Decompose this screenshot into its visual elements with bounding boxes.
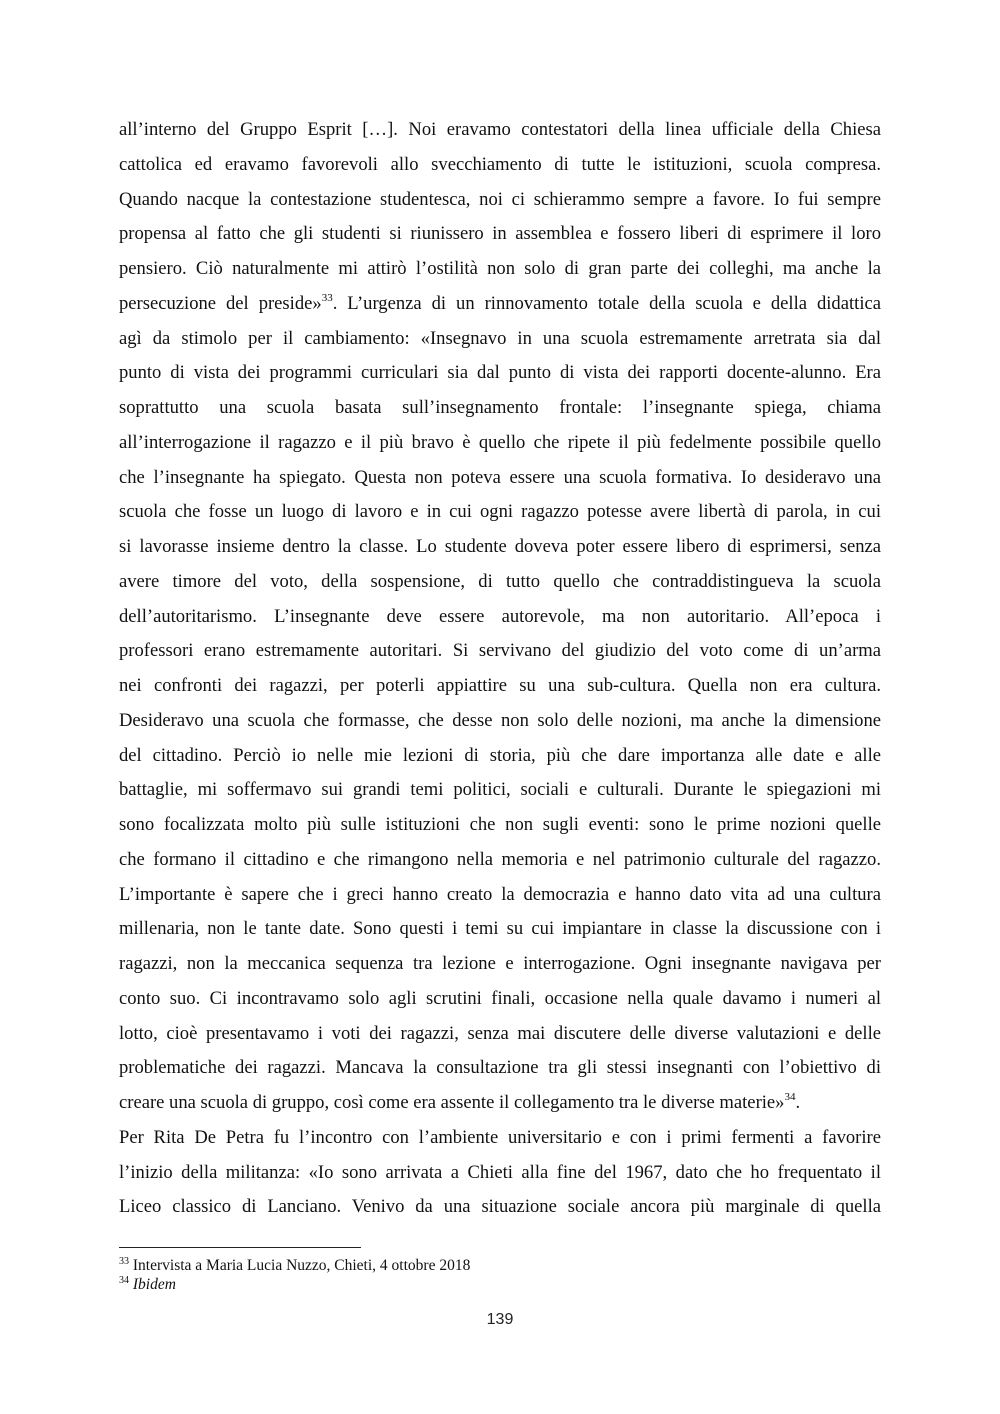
- body-line: Desideravo una scuola che formasse, che desse non solo delle nozioni, ma anche la dimensione: [119, 709, 881, 731]
- body-line: del cittadino. Perciò io nelle mie lezioni di storia, più che dare importanza alle date e alle: [119, 744, 881, 766]
- body-line: soprattutto una scuola basata sull’insegnamento frontale: l’insegnante spiega, chiama: [119, 397, 881, 418]
- body-line: [119, 1086, 881, 1121]
- body-line: l’inizio della militanza: «Io sono arrivata a Chieti alla fine del 1967, dato che ho frequentato il: [119, 1161, 881, 1183]
- body-line: cattolica ed eravamo favorevoli allo svecchiamento di tutte le istituzioni, scuola compresa.: [119, 153, 881, 175]
- body-line: L’importante è sapere che i greci hanno creato la democrazia e hanno dato vita ad una cultura: [119, 883, 881, 905]
- body-line: dell’autoritarismo. L’insegnante deve essere autorevole, ma non autoritario. All’epoca i: [119, 605, 881, 627]
- body-line: ragazzi, non la meccanica sequenza tra lezione e interrogazione. Ogni insegnante navigava per: [119, 953, 881, 974]
- body-line: pensiero. Ciò naturalmente mi attirò l’ostilità non solo di gran parte dei colleghi, ma anche la: [119, 258, 881, 279]
- body-line: Quando nacque la contestazione studentesca, noi ci schierammo sempre a favore. Io fui sempre: [119, 188, 881, 210]
- body-line: che formano il cittadino e che rimangono nella memoria e nel patrimonio culturale del ragazzo.: [119, 848, 881, 870]
- line-text: persecuzione del preside»: [119, 292, 322, 314]
- body-line: lotto, cioè presentavamo i voti dei ragazzi, senza mai discutere delle diverse valutazioni e delle: [119, 1022, 881, 1044]
- body-line: avere timore del voto, della sospensione, di tutto quello che contraddistingueva la scuola: [119, 570, 881, 592]
- body-line: propensa al fatto che gli studenti si riunissero in assemblea e fossero liberi di esprimere il loro: [119, 223, 881, 245]
- footnote-divider: [119, 1247, 361, 1248]
- footnote-33: [119, 1256, 881, 1275]
- body-line: che l’insegnante ha spiegato. Questa non poteva essere una scuola formativa. Io desideravo una: [119, 466, 881, 488]
- body-line: nei confronti dei ragazzi, per poterli appiattire su una sub-cultura. Quella non era cultura.: [119, 675, 881, 696]
- body-line: all’interno del Gruppo Esprit […]. Noi eravamo contestatori della linea ufficiale della Chiesa: [119, 119, 881, 140]
- body-line: punto di vista dei programmi curriculari sia dal punto di vista dei rapporti docente-alunno. Era: [119, 362, 881, 384]
- footnote-number: 33: [119, 1255, 129, 1267]
- body-text: [119, 113, 881, 1225]
- body-line: sono focalizzata molto più sulle istituzioni che non sugli eventi: sono le prime nozioni quelle: [119, 814, 881, 835]
- body-line: millenaria, non le tante date. Sono questi i temi su cui impiantare in classe la discussione con i: [119, 918, 881, 940]
- line-text: creare una scuola di gruppo, così come era assente il collegamento tra le diverse materie»: [119, 1092, 785, 1113]
- body-line: all’interrogazione il ragazzo e il più bravo è quello che ripete il più fedelmente possibile quello: [119, 431, 881, 453]
- body-line: conto suo. Ci incontravamo solo agli scrutini finali, occasione nella quale davamo i numeri al: [119, 987, 881, 1009]
- body-line: battaglie, mi soffermavo sui grandi temi politici, sociali e culturali. Durante le spiegazioni mi: [119, 779, 881, 801]
- footnote-text: Intervista a Maria Lucia Nuzzo, Chieti, 4 ottobre 2018: [132, 1257, 471, 1274]
- body-line: Per Rita De Petra fu l’incontro con l’ambiente universitario e con i primi fermenti a favorire: [119, 1126, 881, 1148]
- body-line: [119, 287, 881, 322]
- footnote-number: 34: [119, 1274, 129, 1286]
- line-text: .: [795, 1092, 801, 1113]
- footnote-ref-33[interactable]: 33: [321, 291, 333, 304]
- page-number: 139: [486, 1311, 514, 1328]
- body-line: problematiche dei ragazzi. Mancava la consultazione tra gli stessi insegnanti con l’obiettivo di: [119, 1057, 881, 1079]
- line-text: . L’urgenza di un rinnovamento totale della scuola e della didattica: [332, 292, 881, 314]
- body-line: Liceo classico di Lanciano. Venivo da una situazione sociale ancora più marginale di quella: [119, 1196, 881, 1218]
- footnote-ref-34[interactable]: 34: [784, 1090, 796, 1103]
- body-line: si lavorasse insieme dentro la classe. Lo studente doveva poter essere libero di esprimersi, senza: [119, 536, 881, 557]
- body-line: scuola che fosse un luogo di lavoro e in cui ogni ragazzo potesse avere libertà di parola, in cui: [119, 501, 881, 523]
- footnotes: [119, 1256, 881, 1294]
- body-line: agì da stimolo per il cambiamento: «Insegnavo in una scuola estremamente arretrata sia dal: [119, 327, 881, 349]
- footnote-text: Ibidem: [132, 1276, 176, 1293]
- body-line: professori erano estremamente autoritari. Si servivano del giudizio del voto come di un’arma: [119, 640, 881, 662]
- footnote-34: [119, 1275, 881, 1294]
